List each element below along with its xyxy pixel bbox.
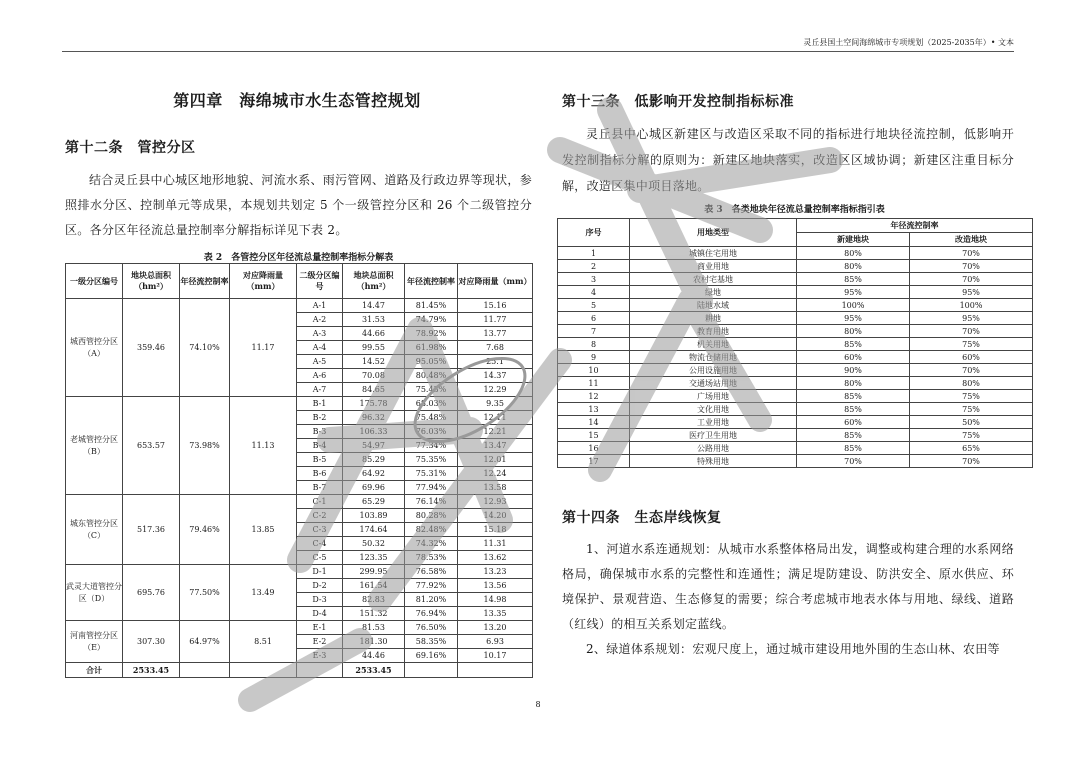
empty-cell [297, 663, 343, 678]
landuse-type: 公路用地 [630, 442, 797, 455]
table-2-col-header: 对应降雨量（mm） [230, 264, 297, 299]
row-number: 13 [558, 403, 630, 416]
subzone-area: 175.78 [343, 397, 405, 411]
landuse-type: 物流仓储用地 [630, 351, 797, 364]
subzone-rainfall: 15.18 [458, 523, 533, 537]
subzone-area: 106.33 [343, 425, 405, 439]
new-plot-rate: 100% [797, 299, 910, 312]
subzone-area: 44.46 [343, 649, 405, 663]
subzone-area: 65.29 [343, 495, 405, 509]
landuse-type: 城镇住宅用地 [630, 247, 797, 260]
zone-area: 307.30 [123, 621, 180, 663]
subzone-area: 99.55 [343, 341, 405, 355]
subzone-rainfall: 13.47 [458, 439, 533, 453]
renewal-plot-rate: 60% [910, 351, 1033, 364]
subzone-id: A-2 [297, 313, 343, 327]
table-row [558, 403, 1033, 416]
table-2-col-header: 年径流控制率 [180, 264, 230, 299]
renewal-plot-rate: 70% [910, 273, 1033, 286]
chapter-title: 第四章 海绵城市水生态管控规划 [173, 91, 421, 110]
subzone-id: B-1 [297, 397, 343, 411]
subzone-id: A-5 [297, 355, 343, 369]
renewal-plot-rate: 75% [910, 429, 1033, 442]
landuse-type: 交通场站用地 [630, 377, 797, 390]
subzone-area: 123.35 [343, 551, 405, 565]
subzone-area: 81.53 [343, 621, 405, 635]
subzone-runoff-rate: 77.94% [405, 481, 458, 495]
subzone-id: E-3 [297, 649, 343, 663]
row-number: 9 [558, 351, 630, 364]
subzone-id: B-5 [297, 453, 343, 467]
subzone-id: A-7 [297, 383, 343, 397]
table-row [558, 299, 1033, 312]
zone-rainfall: 11.17 [230, 299, 297, 397]
new-plot-rate: 85% [797, 442, 910, 455]
subzone-runoff-rate: 78.92% [405, 327, 458, 341]
landuse-type: 广场用地 [630, 390, 797, 403]
new-plot-rate: 85% [797, 390, 910, 403]
col-header-landuse: 用地类型 [630, 219, 797, 247]
zone-runoff-rate: 79.46% [180, 495, 230, 565]
subzone-id: A-4 [297, 341, 343, 355]
landuse-type: 工业用地 [630, 416, 797, 429]
table-row [558, 429, 1033, 442]
renewal-plot-rate: 95% [910, 286, 1033, 299]
subzone-rainfall: 15.16 [458, 299, 533, 313]
subzone-area: 96.32 [343, 411, 405, 425]
zone-rainfall: 13.85 [230, 495, 297, 565]
article-12-title: 第十二条 管控分区 [65, 140, 196, 156]
table-row [558, 390, 1033, 403]
new-plot-rate: 80% [797, 325, 910, 338]
renewal-plot-rate: 75% [910, 403, 1033, 416]
subzone-runoff-rate: 76.14% [405, 495, 458, 509]
subzone-runoff-rate: 80.48% [405, 369, 458, 383]
col-header-no: 序号 [558, 219, 630, 247]
table-row [558, 286, 1033, 299]
subzone-runoff-rate: 74.32% [405, 537, 458, 551]
subzone-runoff-rate: 81.45% [405, 299, 458, 313]
new-plot-rate: 60% [797, 416, 910, 429]
total-area-secondary: 2533.45 [343, 663, 405, 678]
article-13-title: 第十三条 低影响开发控制指标标准 [562, 94, 794, 110]
table-row [66, 621, 533, 635]
zone-name: 老城管控分区（B） [66, 397, 123, 495]
table-2-col-header: 对应降雨量（mm） [458, 264, 533, 299]
subzone-rainfall: 12.93 [458, 495, 533, 509]
subzone-id: A-6 [297, 369, 343, 383]
subzone-area: 54.97 [343, 439, 405, 453]
table-2-col-header: 一级分区编号 [66, 264, 123, 299]
subzone-runoff-rate: 75.31% [405, 467, 458, 481]
subzone-runoff-rate: 76.50% [405, 621, 458, 635]
subzone-runoff-rate: 82.48% [405, 523, 458, 537]
zone-name: 河南管控分区（E） [66, 621, 123, 663]
table-row [558, 338, 1033, 351]
row-number: 2 [558, 260, 630, 273]
empty-cell [180, 663, 230, 678]
new-plot-rate: 85% [797, 403, 910, 416]
zone-name: 城西管控分区（A） [66, 299, 123, 397]
subzone-area: 174.64 [343, 523, 405, 537]
subzone-area: 64.92 [343, 467, 405, 481]
table-row [558, 273, 1033, 286]
new-plot-rate: 70% [797, 455, 910, 468]
subzone-id: C-2 [297, 509, 343, 523]
subzone-area: 103.89 [343, 509, 405, 523]
zone-rainfall: 8.51 [230, 621, 297, 663]
landuse-type: 耕地 [630, 312, 797, 325]
subzone-id: C-5 [297, 551, 343, 565]
subzone-rainfall: 11.77 [458, 313, 533, 327]
empty-cell [230, 663, 297, 678]
subzone-rainfall: 13.35 [458, 607, 533, 621]
renewal-plot-rate: 70% [910, 260, 1033, 273]
row-number: 5 [558, 299, 630, 312]
zone-runoff-rate: 64.97% [180, 621, 230, 663]
row-number: 3 [558, 273, 630, 286]
subzone-rainfall: 13.62 [458, 551, 533, 565]
subzone-id: E-1 [297, 621, 343, 635]
subzone-runoff-rate: 58.35% [405, 635, 458, 649]
row-number: 11 [558, 377, 630, 390]
subzone-runoff-rate: 61.98% [405, 341, 458, 355]
subzone-area: 82.83 [343, 593, 405, 607]
renewal-plot-rate: 75% [910, 338, 1033, 351]
new-plot-rate: 85% [797, 273, 910, 286]
zone-name: 城东管控分区（C） [66, 495, 123, 565]
new-plot-rate: 90% [797, 364, 910, 377]
subzone-runoff-rate: 81.20% [405, 593, 458, 607]
row-number: 6 [558, 312, 630, 325]
table-3-landuse-indicators [557, 218, 1033, 468]
subzone-runoff-rate: 95.05% [405, 355, 458, 369]
row-number: 14 [558, 416, 630, 429]
total-label: 合计 [66, 663, 123, 678]
subzone-id: B-3 [297, 425, 343, 439]
subzone-area: 50.32 [343, 537, 405, 551]
zone-name: 武灵大道管控分区（D） [66, 565, 123, 621]
table-row [558, 455, 1033, 468]
subzone-id: A-3 [297, 327, 343, 341]
renewal-plot-rate: 80% [910, 377, 1033, 390]
renewal-plot-rate: 70% [910, 325, 1033, 338]
table-3-caption: 表 3 各类地块年径流总量控制率指标指引表 [704, 205, 885, 215]
subzone-rainfall: 12.11 [458, 411, 533, 425]
landuse-type: 医疗卫生用地 [630, 429, 797, 442]
landuse-type: 特殊用地 [630, 455, 797, 468]
subzone-rainfall: 14.98 [458, 593, 533, 607]
subzone-rainfall: 11.31 [458, 537, 533, 551]
table-2-col-header: 地块总面积（hm²） [343, 264, 405, 299]
subzone-area: 151.32 [343, 607, 405, 621]
new-plot-rate: 80% [797, 247, 910, 260]
article-14-paragraph-1: 1、河道水系连通规划：从城市水系整体格局出发，调整或构建合理的水系网络格局，确保城市水系的完整性和连通性；满足堤防建设、防洪安全、原水供应、环境保护、景观营造、生态修复的需要；综合考虑城市地表水体与用地、绿线、道路（红线）的相互关系划定蓝线。 [562, 542, 1014, 631]
new-plot-rate: 95% [797, 286, 910, 299]
subzone-rainfall: 12.21 [458, 425, 533, 439]
renewal-plot-rate: 70% [910, 364, 1033, 377]
table-row [558, 351, 1033, 364]
subzone-rainfall: 12.24 [458, 467, 533, 481]
new-plot-rate: 95% [797, 312, 910, 325]
table-row [558, 312, 1033, 325]
subzone-area: 69.96 [343, 481, 405, 495]
subzone-area: 31.53 [343, 313, 405, 327]
col-header-runoff-rate: 年径流控制率 [797, 219, 1033, 233]
zone-rainfall: 13.49 [230, 565, 297, 621]
subzone-id: C-4 [297, 537, 343, 551]
subzone-runoff-rate: 75.35% [405, 453, 458, 467]
subzone-id: B-2 [297, 411, 343, 425]
article-14-title: 第十四条 生态岸线恢复 [562, 510, 722, 526]
row-number: 16 [558, 442, 630, 455]
subzone-area: 44.66 [343, 327, 405, 341]
page-number: 8 [535, 700, 541, 709]
subzone-rainfall: 12.29 [458, 383, 533, 397]
renewal-plot-rate: 70% [910, 455, 1033, 468]
zone-runoff-rate: 74.10% [180, 299, 230, 397]
landuse-type: 陆地水域 [630, 299, 797, 312]
subzone-rainfall: 12.01 [458, 453, 533, 467]
table-2-control-zones [65, 263, 533, 678]
subzone-area: 85.29 [343, 453, 405, 467]
col-header-renewal-plot: 改造地块 [910, 233, 1033, 247]
subzone-rainfall: 14.20 [458, 509, 533, 523]
subzone-area: 14.52 [343, 355, 405, 369]
subzone-rainfall: 13.23 [458, 565, 533, 579]
landuse-type: 机关用地 [630, 338, 797, 351]
subzone-id: E-2 [297, 635, 343, 649]
row-number: 15 [558, 429, 630, 442]
subzone-rainfall: 9.35 [458, 397, 533, 411]
zone-area: 695.76 [123, 565, 180, 621]
zone-area: 517.36 [123, 495, 180, 565]
zone-runoff-rate: 73.98% [180, 397, 230, 495]
subzone-runoff-rate: 76.03% [405, 425, 458, 439]
zone-area: 653.57 [123, 397, 180, 495]
new-plot-rate: 85% [797, 338, 910, 351]
new-plot-rate: 80% [797, 377, 910, 390]
subzone-id: D-3 [297, 593, 343, 607]
subzone-rainfall: 10.17 [458, 649, 533, 663]
subzone-id: B-7 [297, 481, 343, 495]
zone-runoff-rate: 77.50% [180, 565, 230, 621]
subzone-id: D-2 [297, 579, 343, 593]
table-2-header-row [66, 264, 533, 299]
row-number: 12 [558, 390, 630, 403]
new-plot-rate: 85% [797, 429, 910, 442]
subzone-id: B-4 [297, 439, 343, 453]
table-row [558, 377, 1033, 390]
row-number: 1 [558, 247, 630, 260]
subzone-runoff-rate: 69.16% [405, 649, 458, 663]
table-row [66, 397, 533, 411]
subzone-id: A-1 [297, 299, 343, 313]
renewal-plot-rate: 70% [910, 247, 1033, 260]
landuse-type: 公用设施用地 [630, 364, 797, 377]
subzone-runoff-rate: 80.28% [405, 509, 458, 523]
renewal-plot-rate: 100% [910, 299, 1033, 312]
subzone-area: 161.54 [343, 579, 405, 593]
subzone-id: D-1 [297, 565, 343, 579]
subzone-id: C-1 [297, 495, 343, 509]
subzone-rainfall: 13.58 [458, 481, 533, 495]
total-area: 2533.45 [123, 663, 180, 678]
subzone-runoff-rate: 68.03% [405, 397, 458, 411]
subzone-runoff-rate: 74.79% [405, 313, 458, 327]
empty-cell [458, 663, 533, 678]
zone-rainfall: 11.13 [230, 397, 297, 495]
renewal-plot-rate: 50% [910, 416, 1033, 429]
empty-cell [405, 663, 458, 678]
new-plot-rate: 80% [797, 260, 910, 273]
article-14-paragraph-2: 2、绿道体系规划：宏观尺度上，通过城市建设用地外围的生态山林、农田等 [586, 642, 1000, 656]
table-row [558, 416, 1033, 429]
landuse-type: 绿地 [630, 286, 797, 299]
header-divider [62, 51, 1014, 52]
table-row [558, 260, 1033, 273]
landuse-type: 文化用地 [630, 403, 797, 416]
table-row [558, 325, 1033, 338]
zone-area: 359.46 [123, 299, 180, 397]
table-row [558, 247, 1033, 260]
renewal-plot-rate: 65% [910, 442, 1033, 455]
row-number: 17 [558, 455, 630, 468]
table-2-col-header: 年径流控制率 [405, 264, 458, 299]
subzone-area: 181.30 [343, 635, 405, 649]
renewal-plot-rate: 75% [910, 390, 1033, 403]
subzone-runoff-rate: 77.34% [405, 439, 458, 453]
subzone-runoff-rate: 78.53% [405, 551, 458, 565]
subzone-area: 299.95 [343, 565, 405, 579]
subzone-rainfall: 13.77 [458, 327, 533, 341]
table-2-total-row [66, 663, 533, 678]
subzone-rainfall: 25.1 [458, 355, 533, 369]
row-number: 7 [558, 325, 630, 338]
landuse-type: 农村宅基地 [630, 273, 797, 286]
table-2-col-header: 二级分区编号 [297, 264, 343, 299]
table-row [66, 299, 533, 313]
landuse-type: 商业用地 [630, 260, 797, 273]
subzone-runoff-rate: 77.92% [405, 579, 458, 593]
subzone-runoff-rate: 76.94% [405, 607, 458, 621]
subzone-area: 14.47 [343, 299, 405, 313]
subzone-id: C-3 [297, 523, 343, 537]
row-number: 8 [558, 338, 630, 351]
renewal-plot-rate: 95% [910, 312, 1033, 325]
page-header: 灵丘县国土空间海绵城市专项规划（2025-2035年）• 文本 [803, 38, 1014, 47]
subzone-area: 84.65 [343, 383, 405, 397]
subzone-rainfall: 7.68 [458, 341, 533, 355]
table-row [66, 495, 533, 509]
subzone-id: D-4 [297, 607, 343, 621]
row-number: 10 [558, 364, 630, 377]
landuse-type: 教育用地 [630, 325, 797, 338]
table-row [66, 565, 533, 579]
table-row [558, 364, 1033, 377]
col-header-new-plot: 新建地块 [797, 233, 910, 247]
subzone-rainfall: 13.56 [458, 579, 533, 593]
table-row [558, 442, 1033, 455]
row-number: 4 [558, 286, 630, 299]
subzone-id: B-6 [297, 467, 343, 481]
table-2-caption: 表 2 各管控分区年径流总量控制率指标分解表 [203, 253, 394, 263]
subzone-area: 70.08 [343, 369, 405, 383]
subzone-rainfall: 14.37 [458, 369, 533, 383]
subzone-rainfall: 13.20 [458, 621, 533, 635]
table-2-col-header: 地块总面积（hm²） [123, 264, 180, 299]
subzone-rainfall: 6.93 [458, 635, 533, 649]
article-13-paragraph: 灵丘县中心城区新建区与改造区采取不同的指标进行地块径流控制，低影响开发控制指标分解的原则为：新建区地块落实，改造区区域协调；新建区注重目标分解，改造区集中项目落地。 [562, 127, 1014, 193]
new-plot-rate: 60% [797, 351, 910, 364]
subzone-runoff-rate: 75.43% [405, 383, 458, 397]
subzone-runoff-rate: 76.58% [405, 565, 458, 579]
subzone-runoff-rate: 75.48% [405, 411, 458, 425]
article-12-paragraph: 结合灵丘县中心城区地形地貌、河流水系、雨污管网、道路及行政边界等现状，参照排水分区、控制单元等成果，本规划共划定 5 个一级管控分区和 26 个二级管控分区。各分区年径流总量控制率分解指标详见下表 2。 [65, 173, 532, 237]
